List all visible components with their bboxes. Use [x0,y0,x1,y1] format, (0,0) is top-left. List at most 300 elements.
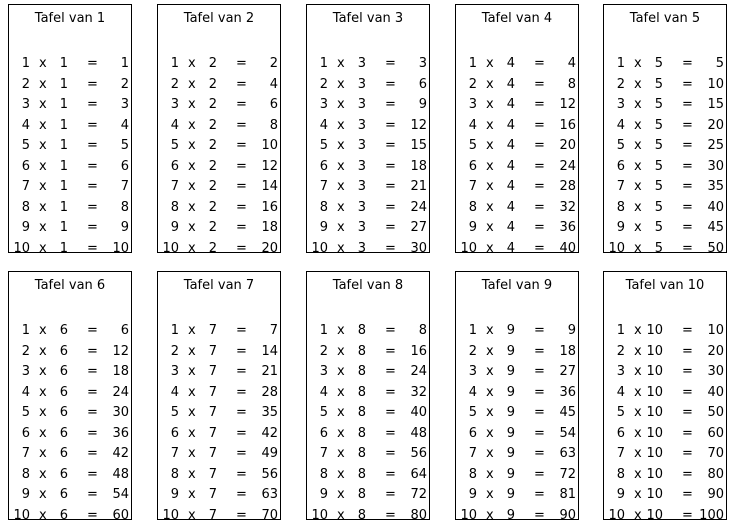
times-sign: x [486,179,494,194]
times-sign: x [634,199,642,215]
equals-sign: = [236,97,247,112]
product: 27 [559,364,576,379]
product: 40 [410,405,427,420]
times-sign: x [337,138,345,153]
product: 25 [707,138,724,153]
times-sign: x [486,138,494,153]
product: 80 [410,507,427,523]
times-sign: x [188,487,196,502]
multiplicand: 7 [208,425,217,441]
table-row [604,445,728,463]
multiplier: 10 [608,240,625,256]
times-sign: x [39,240,47,256]
table-row [456,466,580,484]
multiplicand: 6 [59,466,68,482]
multiplicand: 9 [506,364,515,379]
times-sign: x [337,507,345,523]
equals-sign: = [534,179,545,194]
times-sign: x [39,364,47,379]
multiplicand: 7 [208,487,217,502]
table-row [604,219,728,237]
equals-sign: = [87,199,98,215]
product: 8 [567,76,576,92]
times-sign: x [634,138,642,153]
multiplicand: 10 [646,487,663,502]
times-sign: x [634,117,642,133]
times-sign: x [337,425,345,441]
multiplicand: 8 [357,425,366,441]
multiplier: 6 [21,158,30,174]
times-sign: x [337,343,345,359]
multiplicand: 7 [208,323,217,338]
equals-sign: = [534,446,545,461]
equals-sign: = [236,138,247,153]
equals-sign: = [385,76,396,92]
table-row [158,219,282,237]
times-sign: x [486,487,494,502]
multiplicand: 8 [357,446,366,461]
multiplier: 2 [616,76,625,92]
multiplicand: 2 [208,138,217,153]
times-sign: x [337,364,345,379]
multiplier: 9 [319,220,328,235]
table-row [456,117,580,135]
table-row [158,384,282,402]
multiplier: 7 [21,446,30,461]
equals-sign: = [385,179,396,194]
multiplier: 5 [616,138,625,153]
multiplicand: 9 [506,487,515,502]
multiplier: 10 [460,240,477,256]
table-row [456,343,580,361]
equals-sign: = [385,487,396,502]
product: 7 [269,323,278,338]
multiplier: 10 [162,240,179,256]
multiplier: 8 [468,199,477,215]
multiplicand: 7 [208,466,217,482]
product: 24 [410,199,427,215]
equals-sign: = [534,466,545,482]
table-row [604,137,728,155]
product: 49 [261,446,278,461]
multiplicand: 4 [506,56,515,71]
table-row [9,158,133,176]
product: 54 [559,425,576,441]
product: 28 [559,179,576,194]
times-sign: x [486,323,494,338]
multiplier: 1 [21,323,30,338]
times-sign: x [39,138,47,153]
table-row [307,199,431,217]
multiplier: 5 [319,405,328,420]
multiplier: 9 [21,487,30,502]
times-sign: x [486,199,494,215]
product: 5 [120,138,129,153]
equals-sign: = [236,507,247,523]
equals-sign: = [385,364,396,379]
times-sign: x [337,323,345,338]
product: 16 [410,343,427,359]
product: 30 [410,240,427,256]
equals-sign: = [236,199,247,215]
times-sign: x [39,158,47,174]
product: 6 [269,97,278,112]
multiplicand: 2 [208,179,217,194]
times-sign: x [39,446,47,461]
multiplicand: 5 [654,56,663,71]
multiplier: 5 [616,405,625,420]
equals-sign: = [385,466,396,482]
times-sign: x [337,240,345,256]
equals-sign: = [385,240,396,256]
multiplicand: 8 [357,466,366,482]
multiplier: 6 [616,425,625,441]
times-sign: x [188,240,196,256]
multiplicand: 7 [208,405,217,420]
multiplier: 4 [616,117,625,133]
equals-sign: = [385,158,396,174]
multiplier: 5 [21,138,30,153]
equals-sign: = [385,117,396,133]
times-sign: x [39,97,47,112]
multiplier: 1 [170,56,179,71]
equals-sign: = [236,446,247,461]
multiplicand: 9 [506,446,515,461]
multiplicand: 7 [208,384,217,400]
equals-sign: = [385,220,396,235]
multiplicand: 4 [506,138,515,153]
multiplicand: 1 [59,199,68,215]
table-row [158,445,282,463]
product: 12 [410,117,427,133]
equals-sign: = [682,487,693,502]
multiplicand: 10 [646,446,663,461]
times-sign: x [486,220,494,235]
table-title: Tafel van 8 [332,278,404,293]
product: 63 [559,446,576,461]
table-row [307,322,431,340]
multiplier: 7 [319,446,328,461]
product: 3 [120,97,129,112]
multiplier: 6 [319,158,328,174]
table-row [307,425,431,443]
product: 9 [120,220,129,235]
product: 16 [261,199,278,215]
multiplicand: 3 [357,97,366,112]
equals-sign: = [534,97,545,112]
equals-sign: = [534,364,545,379]
times-table-card [455,271,579,523]
table-row [456,445,580,463]
equals-sign: = [534,76,545,92]
equals-sign: = [87,405,98,420]
multiplier: 8 [170,466,179,482]
multiplier: 4 [319,384,328,400]
equals-sign: = [87,425,98,441]
multiplier: 6 [170,425,179,441]
product: 5 [715,56,724,71]
table-row [307,240,431,258]
equals-sign: = [236,117,247,133]
product: 14 [261,343,278,359]
table-title: Tafel van 3 [332,11,404,26]
table-row [158,76,282,94]
multiplicand: 3 [357,158,366,174]
table-row [9,137,133,155]
product: 6 [418,76,427,92]
times-sign: x [188,199,196,215]
table-row [158,363,282,381]
equals-sign: = [682,384,693,400]
equals-sign: = [236,323,247,338]
multiplier: 9 [170,220,179,235]
table-row [604,117,728,135]
table-row [604,404,728,422]
product: 40 [707,199,724,215]
multiplier: 6 [468,158,477,174]
product: 72 [559,466,576,482]
times-sign: x [39,76,47,92]
equals-sign: = [682,364,693,379]
multiplicand: 8 [357,384,366,400]
equals-sign: = [385,97,396,112]
table-row [307,466,431,484]
table-row [158,240,282,258]
times-sign: x [486,384,494,400]
multiplicand: 6 [59,487,68,502]
multiplicand: 9 [506,425,515,441]
times-sign: x [188,405,196,420]
product: 32 [410,384,427,400]
times-sign: x [486,343,494,359]
product: 50 [707,405,724,420]
times-sign: x [188,384,196,400]
equals-sign: = [87,487,98,502]
times-sign: x [188,76,196,92]
multiplicand: 2 [208,117,217,133]
equals-sign: = [87,138,98,153]
table-row [158,137,282,155]
equals-sign: = [682,117,693,133]
product: 7 [120,179,129,194]
times-sign: x [486,56,494,71]
multiplier: 1 [616,323,625,338]
table-title: Tafel van 2 [183,11,255,26]
times-sign: x [634,240,642,256]
product: 16 [559,117,576,133]
multiplicand: 7 [208,364,217,379]
multiplicand: 9 [506,466,515,482]
times-sign: x [634,507,642,523]
equals-sign: = [87,343,98,359]
table-row [158,96,282,114]
times-sign: x [634,323,642,338]
multiplicand: 5 [654,179,663,194]
multiplicand: 3 [357,199,366,215]
table-row [456,137,580,155]
multiplicand: 1 [59,138,68,153]
product: 72 [410,487,427,502]
times-sign: x [486,240,494,256]
times-sign: x [39,117,47,133]
equals-sign: = [385,446,396,461]
equals-sign: = [534,138,545,153]
times-sign: x [39,199,47,215]
equals-sign: = [385,323,396,338]
multiplicand: 6 [59,343,68,359]
equals-sign: = [534,384,545,400]
table-row [307,178,431,196]
product: 18 [559,343,576,359]
table-title: Tafel van 9 [481,278,553,293]
multiplicand: 8 [357,405,366,420]
multiplier: 7 [170,179,179,194]
multiplier: 3 [170,97,179,112]
product: 10 [707,76,724,92]
equals-sign: = [682,138,693,153]
multiplier: 9 [616,220,625,235]
multiplier: 5 [21,405,30,420]
multiplicand: 4 [506,97,515,112]
multiplier: 3 [21,364,30,379]
multiplicand: 4 [506,199,515,215]
table-row [158,425,282,443]
equals-sign: = [236,220,247,235]
table-row [9,343,133,361]
product: 6 [120,323,129,338]
multiplicand: 10 [646,466,663,482]
product: 35 [707,179,724,194]
multiplicand: 7 [208,507,217,523]
equals-sign: = [534,199,545,215]
times-table-card [157,4,281,256]
table-row [307,445,431,463]
multiplier: 9 [616,487,625,502]
equals-sign: = [534,425,545,441]
times-table-card [603,271,727,523]
product: 21 [410,179,427,194]
product: 20 [707,343,724,359]
product: 15 [410,138,427,153]
product: 24 [410,364,427,379]
multiplier: 2 [468,343,477,359]
equals-sign: = [87,323,98,338]
product: 80 [707,466,724,482]
multiplier: 9 [468,220,477,235]
times-table-card [306,271,430,523]
table-row [604,240,728,258]
multiplicand: 8 [357,343,366,359]
times-sign: x [486,117,494,133]
equals-sign: = [682,97,693,112]
equals-sign: = [682,76,693,92]
multiplier: 7 [616,446,625,461]
multiplicand: 2 [208,97,217,112]
times-table-card [455,4,579,256]
multiplier: 8 [319,199,328,215]
multiplier: 9 [21,220,30,235]
table-row [604,322,728,340]
multiplicand: 9 [506,507,515,523]
product: 9 [418,97,427,112]
times-sign: x [39,466,47,482]
multiplier: 6 [170,158,179,174]
table-row [604,178,728,196]
table-row [307,117,431,135]
equals-sign: = [682,446,693,461]
multiplier: 4 [170,384,179,400]
multiplicand: 4 [506,76,515,92]
times-table-card [8,4,132,256]
table-row [604,425,728,443]
equals-sign: = [534,487,545,502]
product: 18 [410,158,427,174]
table-row [456,507,580,525]
table-row [604,343,728,361]
multiplier: 5 [468,405,477,420]
multiplicand: 4 [506,240,515,256]
equals-sign: = [87,507,98,523]
equals-sign: = [534,405,545,420]
table-row [604,384,728,402]
equals-sign: = [534,117,545,133]
times-sign: x [188,425,196,441]
equals-sign: = [682,425,693,441]
multiplicand: 7 [208,446,217,461]
product: 6 [120,158,129,174]
product: 70 [707,446,724,461]
equals-sign: = [682,507,693,523]
product: 14 [261,179,278,194]
table-row [9,486,133,504]
multiplier: 5 [170,405,179,420]
times-sign: x [39,220,47,235]
product: 9 [567,323,576,338]
times-sign: x [39,425,47,441]
multiplier: 7 [319,179,328,194]
product: 56 [261,466,278,482]
multiplier: 7 [21,179,30,194]
product: 60 [112,507,129,523]
table-row [9,76,133,94]
multiplicand: 6 [59,446,68,461]
product: 48 [112,466,129,482]
times-sign: x [188,56,196,71]
multiplicand: 9 [506,405,515,420]
times-sign: x [486,97,494,112]
times-sign: x [337,97,345,112]
equals-sign: = [682,240,693,256]
multiplicand: 2 [208,158,217,174]
equals-sign: = [534,56,545,71]
product: 100 [699,507,724,523]
multiplier: 1 [170,323,179,338]
equals-sign: = [682,220,693,235]
times-sign: x [634,405,642,420]
multiplier: 9 [170,487,179,502]
multiplier: 8 [468,466,477,482]
multiplicand: 10 [646,405,663,420]
table-row [9,199,133,217]
multiplier: 2 [319,343,328,359]
table-row [158,404,282,422]
product: 36 [112,425,129,441]
times-sign: x [337,405,345,420]
multiplicand: 3 [357,220,366,235]
multiplier: 9 [319,487,328,502]
multiplier: 5 [170,138,179,153]
times-sign: x [337,76,345,92]
